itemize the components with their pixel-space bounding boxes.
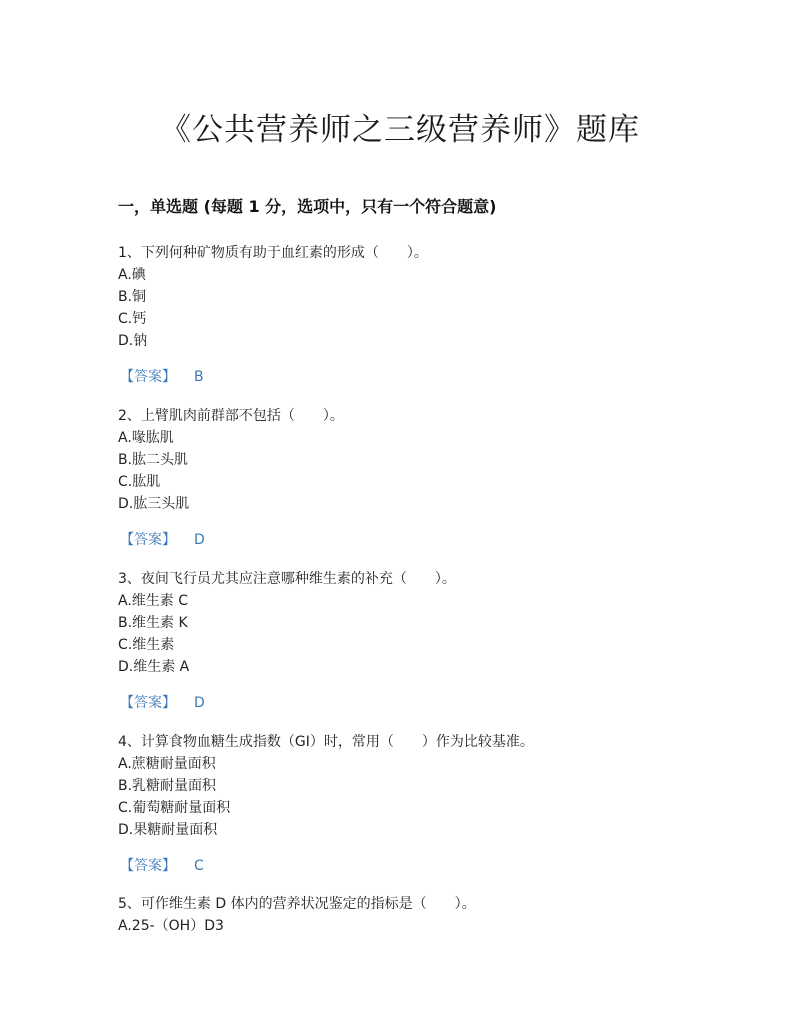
question-option-a: A.蔗糖耐量面积 xyxy=(118,756,216,772)
question-1 xyxy=(118,242,718,388)
answer-value: B xyxy=(194,369,204,385)
question-option-d: D.钠 xyxy=(118,333,148,349)
document-title: 《公共营养师之三级营养师》题库 xyxy=(160,112,640,148)
question-option-a: A.喙肱肌 xyxy=(118,430,174,446)
question-option-c: C.维生素 xyxy=(118,637,175,653)
question-option-d: D.维生素 A xyxy=(118,659,190,675)
answer-line xyxy=(118,855,718,877)
answer-line xyxy=(118,366,718,388)
question-option-b: B.维生素 K xyxy=(118,615,188,631)
question-5 xyxy=(118,893,718,937)
question-option-a: A.碘 xyxy=(118,267,146,283)
answer-line xyxy=(118,529,718,551)
question-4 xyxy=(118,731,718,877)
answer-label: 【答案】 xyxy=(120,532,176,548)
question-3 xyxy=(118,568,718,714)
answer-label: 【答案】 xyxy=(120,858,176,874)
question-option-a: A.维生素 C xyxy=(118,593,189,609)
question-text: 4、计算食物血糖生成指数（GI）时，常用（ ）作为比较基准。 xyxy=(118,734,534,750)
section-heading: 一，单选题 (每题 1 分，选项中，只有一个符合题意) xyxy=(118,197,497,216)
answer-label: 【答案】 xyxy=(120,369,176,385)
answer-value: C xyxy=(194,858,204,874)
question-text: 1、下列何种矿物质有助于血红素的形成（ ）。 xyxy=(118,245,428,261)
question-option-d: D.肱三头肌 xyxy=(118,496,190,512)
question-text: 2、上臂肌肉前群部不包括（ ）。 xyxy=(118,408,344,424)
question-option-b: B.铜 xyxy=(118,289,147,305)
question-option-d: D.果糖耐量面积 xyxy=(118,822,218,838)
question-option-b: B.乳糖耐量面积 xyxy=(118,778,217,794)
question-option-b: B.肱二头肌 xyxy=(118,452,189,468)
answer-value: D xyxy=(194,695,205,711)
answer-label: 【答案】 xyxy=(120,695,176,711)
answer-value: D xyxy=(194,532,205,548)
question-option-c: C.葡萄糖耐量面积 xyxy=(118,800,231,816)
question-option-c: C.肱肌 xyxy=(118,474,161,490)
question-text: 3、夜间飞行员尤其应注意哪种维生素的补充（ ）。 xyxy=(118,571,456,587)
answer-line xyxy=(118,692,718,714)
question-text: 5、可作维生素 D 体内的营养状况鉴定的指标是（ ）。 xyxy=(118,896,476,912)
question-option-a: A.25-（OH）D3 xyxy=(118,918,224,934)
question-2 xyxy=(118,405,718,551)
question-option-c: C.钙 xyxy=(118,311,147,327)
